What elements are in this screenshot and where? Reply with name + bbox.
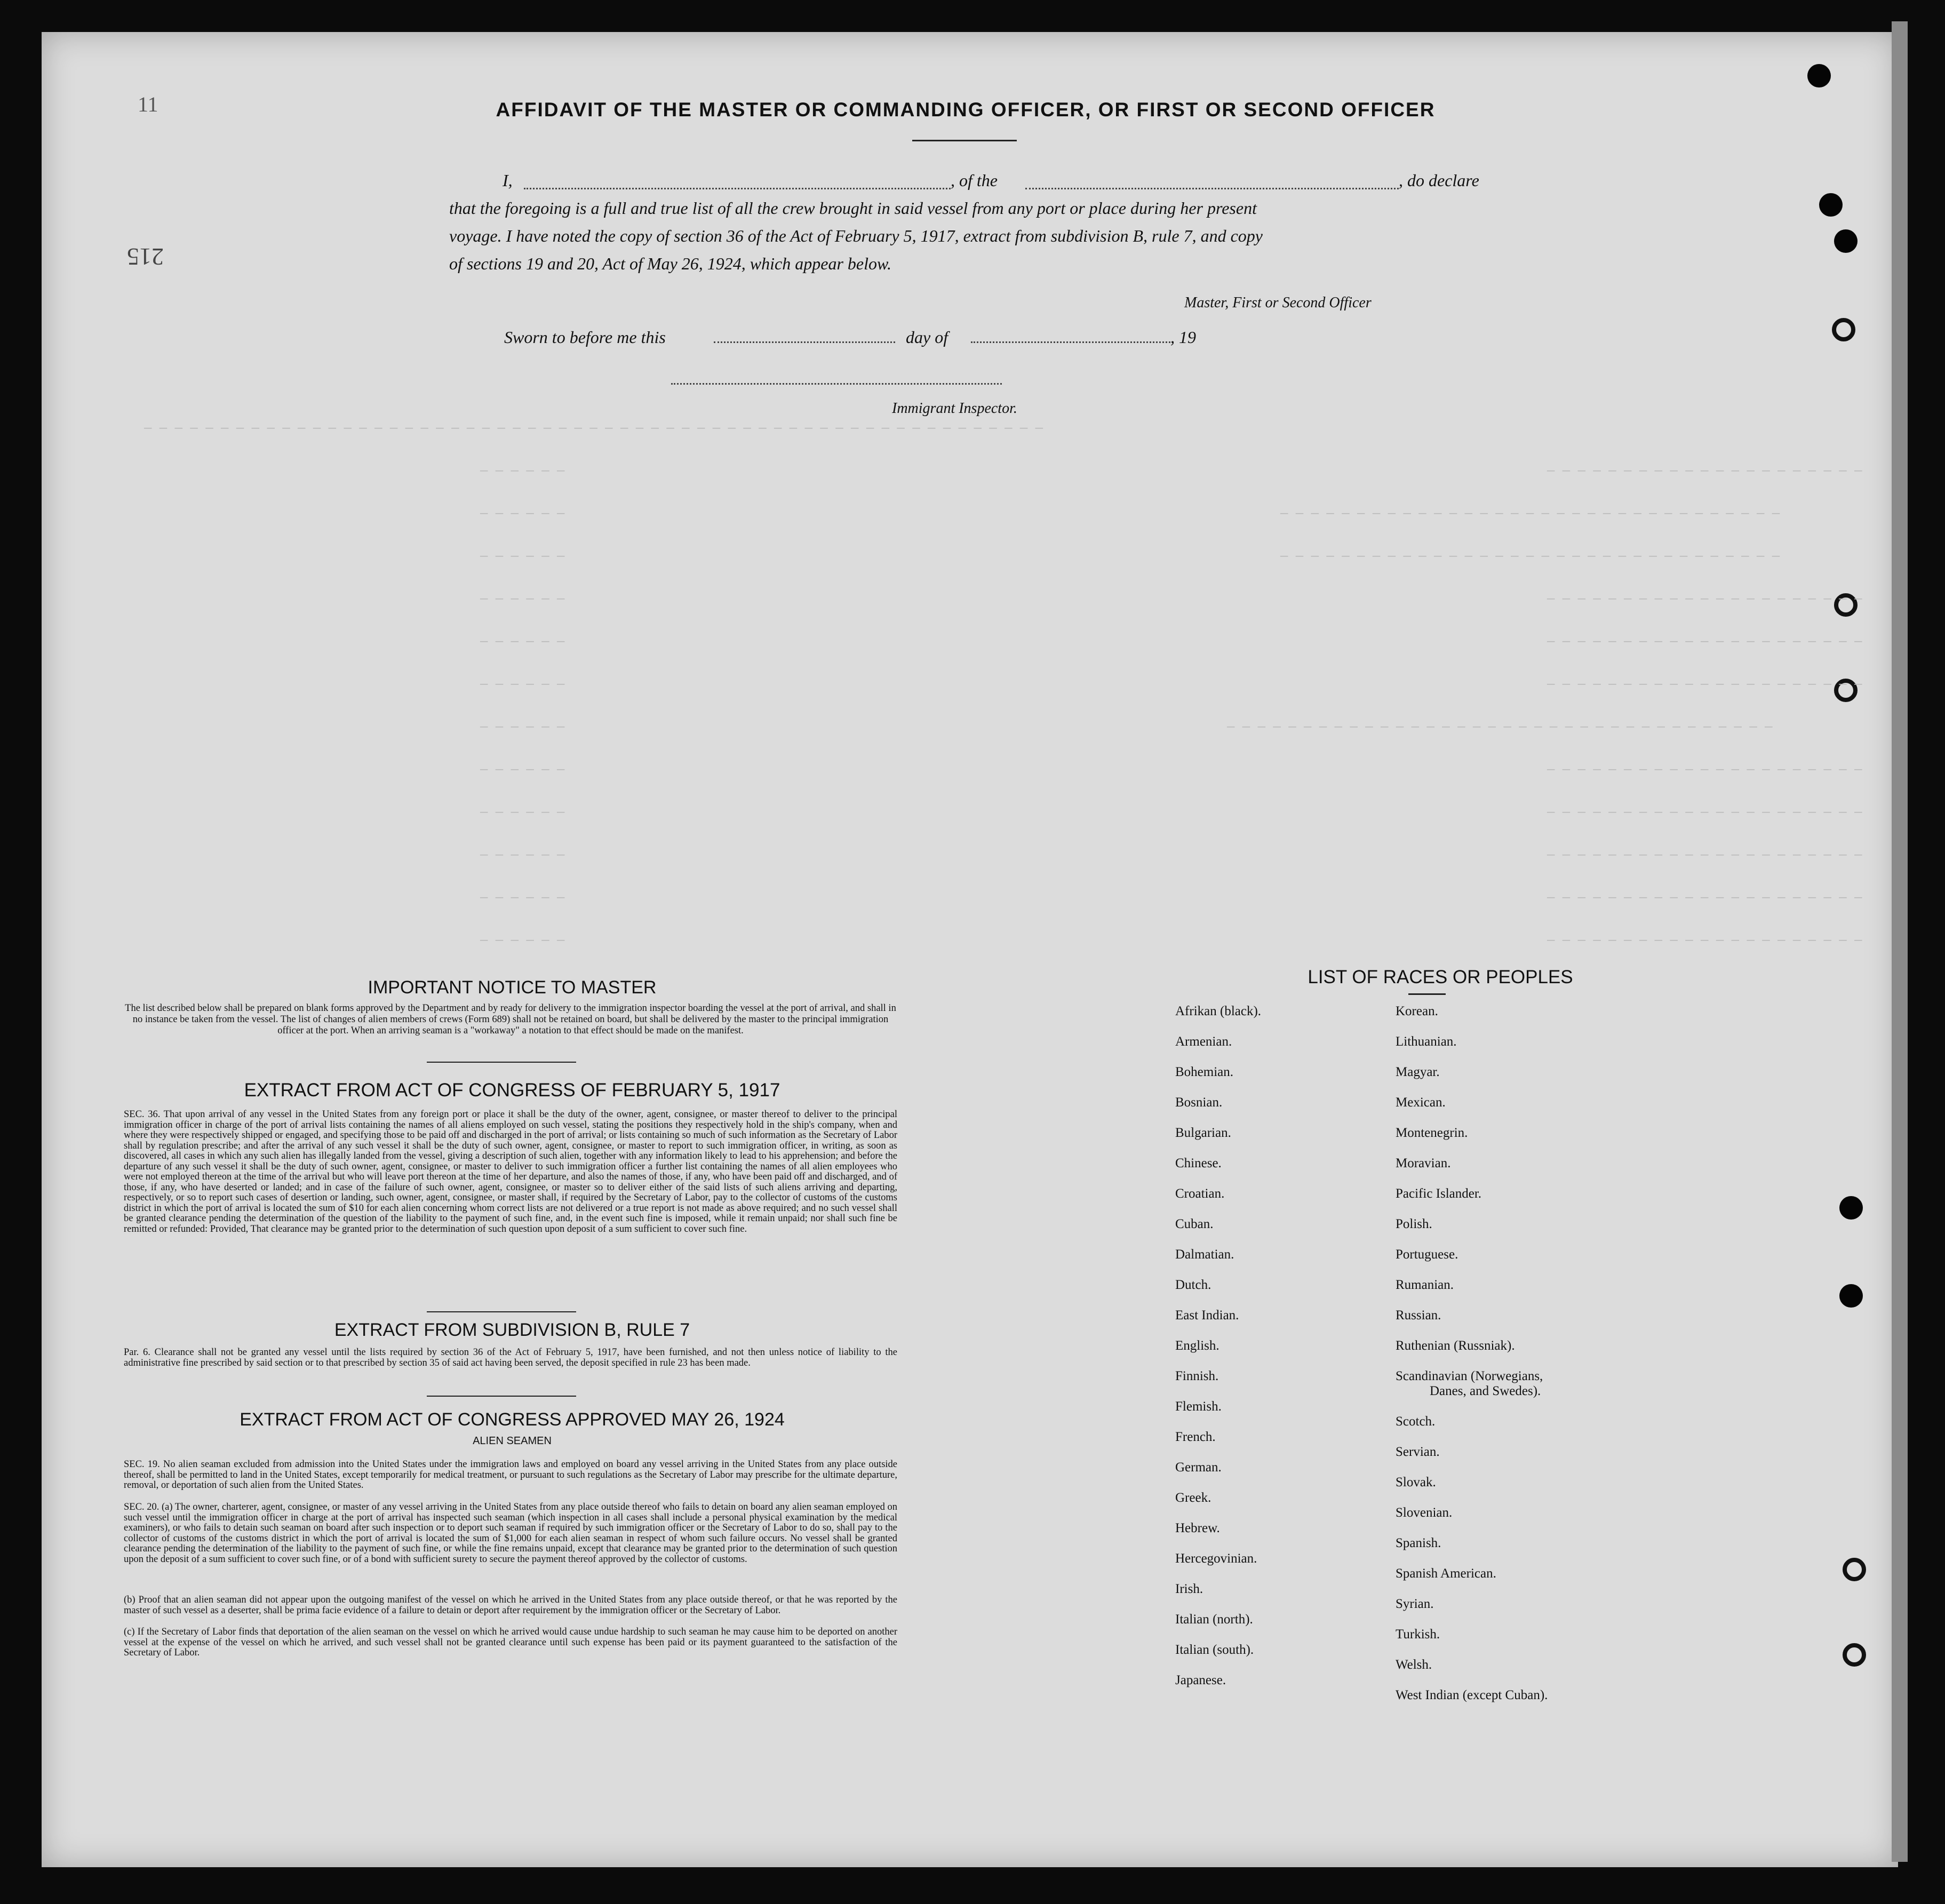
race-item: West Indian (except Cuban).: [1396, 1688, 1548, 1702]
race-item: Chinese.: [1175, 1156, 1222, 1170]
race-item: Rumanian.: [1396, 1278, 1454, 1292]
divider: [427, 1311, 576, 1312]
race-item: Spanish.: [1396, 1536, 1441, 1550]
race-item: Scandinavian (Norwegians,: [1396, 1369, 1543, 1383]
race-item: Italian (south).: [1175, 1643, 1254, 1657]
race-item: Japanese.: [1175, 1673, 1226, 1687]
inspector-label: Immigrant Inspector.: [892, 400, 1017, 417]
margin-number: 215: [127, 243, 164, 270]
race-item: Korean.: [1396, 1004, 1438, 1018]
race-item: Irish.: [1175, 1582, 1203, 1596]
race-item: English.: [1175, 1339, 1219, 1353]
binder-hole: [1839, 1284, 1863, 1308]
race-item: Finnish.: [1175, 1369, 1219, 1383]
binder-hole: [1839, 1196, 1863, 1220]
race-item: Syrian.: [1396, 1597, 1434, 1611]
race-item: French.: [1175, 1430, 1216, 1444]
races-right-column: [1396, 1003, 1548, 1717]
race-item: Portuguese.: [1396, 1247, 1458, 1262]
binder-hole: [1819, 193, 1843, 217]
race-item: Slovenian.: [1396, 1505, 1453, 1520]
race-item: Slovak.: [1396, 1475, 1436, 1489]
month-line[interactable]: [971, 341, 1174, 343]
extract-1924-sec20b: (b) Proof that an alien seaman did not appear upon the outgoing manifest of the vessel on which he arrived in the United States from any place outside thereof, or that he was reported by the master of such vessel as a deserter, shall be prima facie evidence of a failure to detain or deport after requirement by the immigration officer or the Secretary of Labor.: [124, 1595, 897, 1616]
race-item: Croatian.: [1175, 1186, 1225, 1201]
race-item: Lithuanian.: [1396, 1034, 1457, 1049]
affidavit-line-4: of sections 19 and 20, Act of May 26, 1924, which appear below.: [449, 254, 891, 273]
race-item: Armenian.: [1175, 1034, 1232, 1049]
race-item: Greek.: [1175, 1491, 1211, 1505]
binder-ring: [1843, 1558, 1866, 1581]
title-underline: [912, 140, 1017, 141]
sworn-text: Sworn to before me this: [504, 328, 666, 347]
vessel-blank-line[interactable]: [1025, 188, 1399, 189]
race-item: Danes, and Swedes).: [1430, 1384, 1541, 1398]
document-page: [42, 32, 1898, 1867]
extract-1917-body: SEC. 36. That upon arrival of any vessel in the United States from any foreign port or place it shall be the duty of the owner, agent, consignee, or master thereof to deliver to the principal immigration officer in charge of the port of arrival lists containing the names of all aliens employed on such vessel, stating the positions they respectively hold in the ship's company, when and where they were respectively shipped or engaged, and specifying those to be paid off and discharged in the port of arrival; or lists containing so much of such information as the Secretary of Labor shall by regulation prescribe; and after the arrival of any such vessel it shall be the duty of such owner, agent, consignee, or master to report to such immigration officer, in writing, as soon as discovered, all cases in which any such alien has illegally landed from the vessel, giving a description of such alien, together with any information likely to lead to his apprehension; and before the departure of any such vessel it shall be the duty of such owner, agent, consignee, or master to deliver to such immigration officer a further list containing the names of all alien employees who were not employed thereon at the time of the arrival but who will leave port thereon at the time of her departure, and also the names of those, if any, who have been paid off and discharged, and of those, if any, who have deserted or landed; and in case of the failure of such owner, agent, consignee, or master so to deliver either of the said lists of such aliens arriving and departing, respectively, or so to report such cases of desertion or landing, such owner, agent, consignee, or master shall, if required by the Secretary of Labor, pay to the collector of customs of the customs district in which the port of arrival is located the sum of $10 for each alien concerning whom correct lists are not delivered or a true report is not made as above required; and no such vessel shall be granted clearance pending the determination of the question of the liability to the payment of such fine, and, in the event such fine is imposed, while it remain unpaid; nor shall such fine be remitted or refunded: Provided, That clearance may be granted prior to the determination of such question upon deposit of a sum sufficient to cover such fine.: [124, 1109, 897, 1234]
binder-ring: [1832, 318, 1855, 341]
race-item: Italian (north).: [1175, 1612, 1253, 1627]
race-item: Servian.: [1396, 1445, 1440, 1459]
affidavit-line-2: that the foregoing is a full and true list of all the crew brought in said vessel from any port or place during her present: [449, 198, 1257, 218]
race-item: Cuban.: [1175, 1217, 1214, 1231]
extract-1917-heading: EXTRACT FROM ACT OF CONGRESS OF FEBRUARY 5, 1917: [244, 1080, 780, 1101]
year-text: , 19: [1170, 328, 1196, 347]
race-item: Afrikan (black).: [1175, 1004, 1262, 1018]
extract-1924-sec20c: (c) If the Secretary of Labor finds that deportation of the alien seaman on the vessel on which he arrived would cause undue hardship to such seaman he may cause him to be deported on another vessel at the expense of the vessel on which he arrived, and such vessel shall not be granted clearance until such expense has been paid or its payment guaranteed to the satisfaction of the Secretary of Labor.: [124, 1627, 897, 1658]
subdivision-body: Par. 6. Clearance shall not be granted any vessel until the lists required by section 36 of the Act of February 5, 1917, have been furnished, and not then unless notice of liability to the administrative fine prescribed by said section or to that prescribed by section 35 of said act having been served, the deposit specified in rule 23 has been made.: [124, 1347, 897, 1368]
master-label: Master, First or Second Officer: [1184, 294, 1372, 311]
races-left-column: [1175, 1003, 1261, 1702]
sworn-day-line[interactable]: [714, 341, 895, 343]
race-item: Russian.: [1396, 1308, 1441, 1323]
divider: [427, 1062, 576, 1063]
race-item: Mexican.: [1396, 1095, 1446, 1110]
race-item: Ruthenian (Russniak).: [1396, 1339, 1515, 1353]
race-item: East Indian.: [1175, 1308, 1239, 1323]
race-item: Polish.: [1396, 1217, 1432, 1231]
subdivision-heading: EXTRACT FROM SUBDIVISION B, RULE 7: [334, 1320, 690, 1340]
affidavit-title: AFFIDAVIT OF THE MASTER OR COMMANDING OFFICER, OR FIRST OR SECOND OFFICER: [496, 99, 1436, 121]
race-item: Flemish.: [1175, 1399, 1222, 1414]
race-item: Magyar.: [1396, 1065, 1440, 1079]
binder-ring: [1843, 1643, 1866, 1667]
extract-1924-sec20a: SEC. 20. (a) The owner, charterer, agent, consignee, or master of any vessel arriving in the United States from any place outside thereof who fails to detain on board any alien seaman employed on such vessel until the immigration officer in charge at the port of arrival has inspected such seaman (which inspection in all cases shall include a personal physical examination by the medical examiners), or who fails to detain such seaman on board after such inspection or to deport such seaman if required by such immigration officer or the Secretary of Labor to do so, shall pay to the collector of customs of the customs district in which the port of arrival is located the sum of $1,000 for each alien seaman in respect of whom such failure occurs. No vessel shall be granted clearance pending the determination of the liability to the payment of such fine, or while the fine remains unpaid, except that clearance may be granted prior to the determination of such question upon the deposit of a sum sufficient to cover such fine, or of a bond with sufficient surety to secure the payment thereof approved by the collector of customs.: [124, 1502, 897, 1565]
race-item: Turkish.: [1396, 1627, 1440, 1642]
extract-1924-heading: EXTRACT FROM ACT OF CONGRESS APPROVED MAY 26, 1924: [240, 1409, 785, 1430]
name-blank-line[interactable]: [524, 188, 951, 189]
race-item: Dutch.: [1175, 1278, 1211, 1292]
divider: [427, 1396, 576, 1397]
binder-hole: [1834, 229, 1858, 253]
notice-heading: IMPORTANT NOTICE TO MASTER: [368, 977, 657, 998]
extract-1924-subheading: ALIEN SEAMEN: [473, 1435, 552, 1447]
race-item: Montenegrin.: [1396, 1126, 1468, 1140]
race-item: Dalmatian.: [1175, 1247, 1234, 1262]
race-item: Hebrew.: [1175, 1521, 1220, 1535]
affidavit-of-the: , of the: [951, 171, 998, 190]
race-item: Bohemian.: [1175, 1065, 1234, 1079]
race-item: Moravian.: [1396, 1156, 1451, 1170]
races-heading: LIST OF RACES OR PEOPLES: [1308, 967, 1573, 987]
extract-1924-sec19: SEC. 19. No alien seaman excluded from admission into the United States under the immigration laws and employed on board any vessel arriving in the United States from any place outside thereof, shall be permitted to land in the United States, except temporarily for medical treatment, or pursuant to such regulations as the Secretary of Labor may prescribe for the ultimate departure, removal, or deportation of such alien from the United States.: [124, 1459, 897, 1491]
inspector-signature-line[interactable]: [671, 383, 1002, 385]
affidavit-line-3: voyage. I have noted the copy of section 36 of the Act of February 5, 1917, extract from subdivision B, rule 7, and copy: [449, 226, 1263, 245]
binder-hole: [1807, 64, 1831, 87]
race-item: Bulgarian.: [1175, 1126, 1231, 1140]
races-underline: [1408, 993, 1446, 995]
race-item: Scotch.: [1396, 1414, 1436, 1429]
affidavit-i-label: I,: [503, 171, 513, 190]
affidavit-do-declare: , do declare: [1399, 171, 1479, 190]
race-item: Welsh.: [1396, 1658, 1432, 1672]
page-edge: [1892, 21, 1908, 1862]
race-item: Pacific Islander.: [1396, 1186, 1482, 1201]
notice-body: The list described below shall be prepared on blank forms approved by the Department and by ready for delivery to the immigration inspector boarding the vessel at the port of arrival, and shall in no instance be taken from the vessel. The list of changes of alien members of crews (Form 689) shall not be retained on board, but shall be delivered by the master to the principal immigration officer at the port. When an arriving seaman is a "workaway" a notation to that effect should be made on the manifest.: [125, 1003, 896, 1036]
race-item: Spanish American.: [1396, 1566, 1496, 1581]
day-of-text: day of: [906, 328, 948, 347]
race-item: Hercegovinian.: [1175, 1551, 1257, 1566]
race-item: German.: [1175, 1460, 1222, 1475]
margin-mark: 11: [138, 92, 158, 116]
race-item: Bosnian.: [1175, 1095, 1223, 1110]
